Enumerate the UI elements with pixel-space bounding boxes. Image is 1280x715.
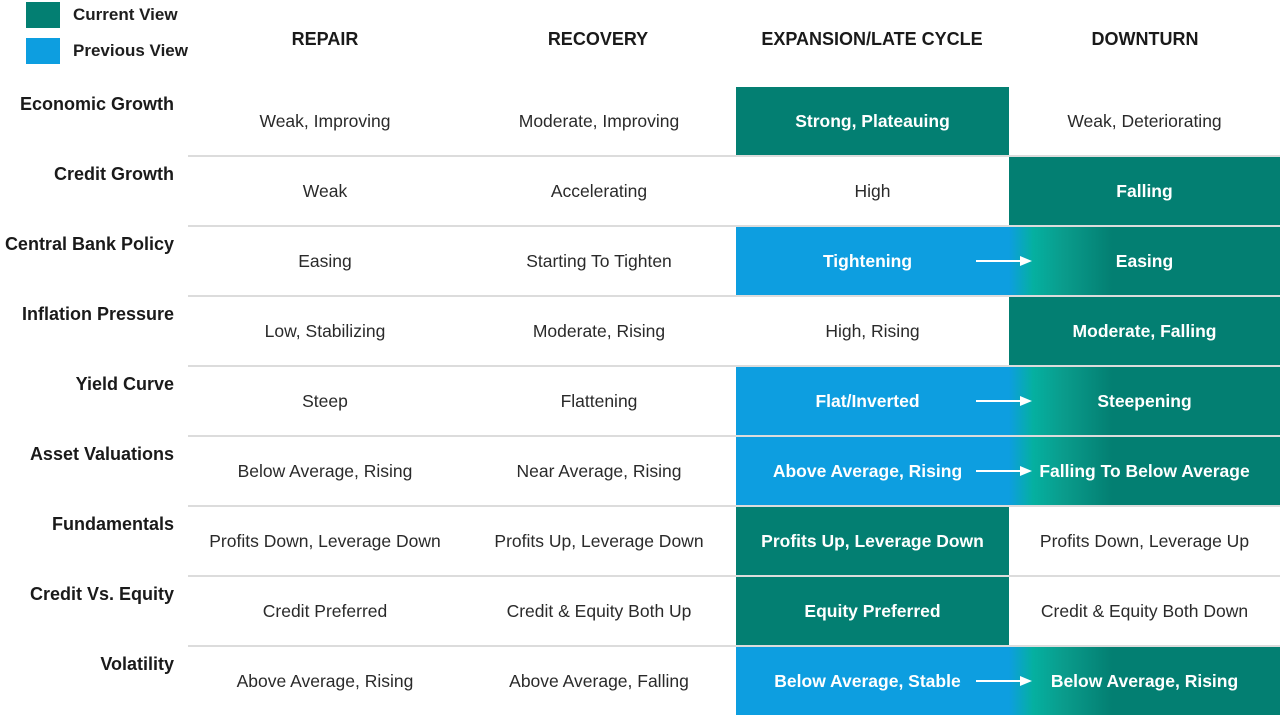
- cell-credit-growth-repair: Weak: [302, 180, 348, 201]
- row-label-central-bank-policy: Central Bank Policy: [4, 234, 174, 254]
- row-label-inflation-pressure: Inflation Pressure: [21, 304, 174, 324]
- cell-central-bank-policy-recovery: Starting To Tighten: [526, 250, 672, 271]
- stage-header-downturn: DOWNTURN: [1091, 29, 1199, 49]
- cell-yield-curve-expansion-late-cycle: Flat/Inverted: [736, 367, 1009, 435]
- cell-credit-vs-equity-downturn: Credit & Equity Both Down: [1040, 600, 1249, 621]
- arrow-right-icon: [976, 675, 1032, 687]
- cell-economic-growth-recovery: Moderate, Improving: [518, 110, 680, 131]
- cell-central-bank-policy-downturn: Easing: [1009, 227, 1280, 295]
- cell-volatility-repair: Above Average, Rising: [236, 670, 414, 691]
- arrow-right-icon: [976, 395, 1032, 407]
- cell-fundamentals-repair: Profits Down, Leverage Down: [209, 530, 441, 551]
- cell-economic-growth-expansion-late-cycle: Strong, Plateauing: [736, 87, 1009, 155]
- arrow-right-icon: [976, 255, 1032, 267]
- cell-asset-valuations-expansion-late-cycle: Above Average, Rising: [736, 437, 1009, 505]
- stage-header-repair: REPAIR: [291, 29, 359, 49]
- cell-inflation-pressure-repair: Low, Stabilizing: [264, 320, 386, 341]
- cell-credit-growth-recovery: Accelerating: [550, 180, 648, 201]
- legend-label: Current View: [73, 5, 178, 24]
- legend-swatch: [26, 38, 60, 64]
- stage-header-recovery: RECOVERY: [547, 29, 649, 49]
- legend-item-current-view: [26, 2, 188, 28]
- cell-credit-vs-equity-recovery: Credit & Equity Both Up: [506, 600, 692, 621]
- cell-volatility-downturn: Below Average, Rising: [1009, 647, 1280, 715]
- cell-central-bank-policy-repair: Easing: [298, 250, 352, 271]
- cell-inflation-pressure-expansion-late-cycle: High, Rising: [825, 320, 920, 341]
- row-label-fundamentals: Fundamentals: [51, 514, 174, 534]
- cell-volatility-expansion-late-cycle: Below Average, Stable: [736, 647, 1009, 715]
- cell-asset-valuations-recovery: Near Average, Rising: [516, 460, 682, 481]
- cell-central-bank-policy-expansion-late-cycle: Tightening: [736, 227, 1009, 295]
- cell-credit-growth-expansion-late-cycle: High: [854, 180, 891, 201]
- cell-credit-growth-downturn: Falling: [1009, 157, 1280, 225]
- cell-asset-valuations-downturn: Falling To Below Average: [1009, 437, 1280, 505]
- stage-header-expansion-late-cycle: EXPANSION/LATE CYCLE: [761, 29, 983, 49]
- cell-fundamentals-expansion-late-cycle: Profits Up, Leverage Down: [736, 507, 1009, 575]
- row-label-asset-valuations: Asset Valuations: [29, 444, 174, 464]
- row-label-credit-growth: Credit Growth: [54, 164, 174, 184]
- row-label-economic-growth: Economic Growth: [19, 94, 174, 114]
- cell-yield-curve-recovery: Flattening: [560, 390, 638, 411]
- cell-yield-curve-repair: Steep: [302, 390, 348, 411]
- cell-economic-growth-downturn: Weak, Deteriorating: [1067, 110, 1222, 131]
- legend-label: Previous View: [73, 41, 188, 60]
- cell-yield-curve-downturn: Steepening: [1009, 367, 1280, 435]
- row-label-credit-vs-equity: Credit Vs. Equity: [29, 584, 174, 604]
- cell-fundamentals-downturn: Profits Down, Leverage Up: [1039, 530, 1250, 551]
- cell-credit-vs-equity-repair: Credit Preferred: [262, 600, 388, 621]
- cell-fundamentals-recovery: Profits Up, Leverage Down: [494, 530, 704, 551]
- cell-inflation-pressure-downturn: Moderate, Falling: [1009, 297, 1280, 365]
- cell-credit-vs-equity-expansion-late-cycle: Equity Preferred: [736, 577, 1009, 645]
- arrow-right-icon: [976, 465, 1032, 477]
- legend-swatch: [26, 2, 60, 28]
- row-label-yield-curve: Yield Curve: [75, 374, 174, 394]
- legend-item-previous-view: [26, 38, 188, 64]
- cell-inflation-pressure-recovery: Moderate, Rising: [532, 320, 666, 341]
- cell-asset-valuations-repair: Below Average, Rising: [237, 460, 413, 481]
- row-label-volatility: Volatility: [100, 654, 174, 674]
- cell-volatility-recovery: Above Average, Falling: [509, 670, 689, 691]
- cell-economic-growth-repair: Weak, Improving: [259, 110, 391, 131]
- legend: [26, 2, 188, 74]
